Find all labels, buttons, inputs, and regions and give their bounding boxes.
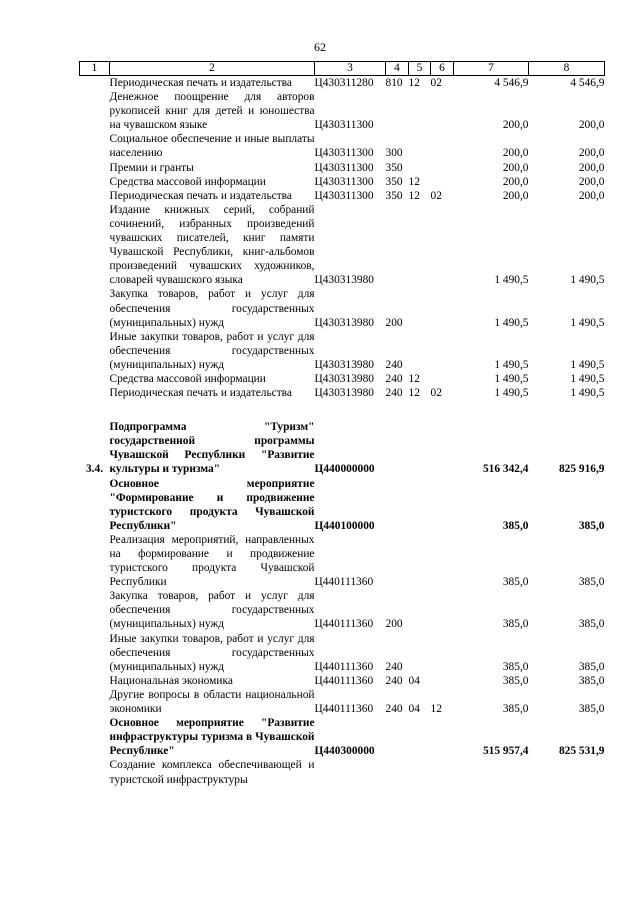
amount-col8: 200,0: [578, 189, 605, 202]
section-code: 12: [408, 372, 420, 385]
table-row: [80, 589, 605, 631]
section-code: [409, 758, 431, 786]
subsection-code: [431, 420, 454, 476]
section-number: [80, 189, 110, 203]
subsection-code: [431, 90, 454, 132]
expense-type: 810: [385, 77, 403, 89]
amount-col8: 385,0: [578, 576, 605, 589]
expense-type: 240: [385, 387, 403, 400]
row-name: Основное мероприятие "Формирование и продвижение туристского продукта Чувашской Республики": [109, 477, 315, 532]
table-row: [80, 420, 605, 476]
target-code: Ц440100000: [314, 519, 375, 532]
table-row: [80, 175, 605, 189]
amount-col7: [454, 758, 529, 786]
subsection-code: [431, 330, 454, 372]
amount-col8: 1 490,5: [570, 372, 605, 385]
subsection-code: 02: [430, 77, 442, 89]
subsection-code: [431, 132, 454, 160]
amount-col8: 825 916,9: [558, 463, 605, 476]
table-row: [80, 161, 605, 175]
subsection-code: [431, 161, 454, 175]
target-code: Ц430313980: [314, 274, 374, 287]
row-name: Закупка товаров, работ и услуг для обеспечения государственных (муниципальных) нужд: [109, 590, 315, 631]
amount-col8: [529, 758, 605, 786]
amount-col8: 200,0: [578, 175, 605, 188]
row-name: Подпрограмма "Туризм" государственной программы Чувашской Республики "Развитие культуры и туризма": [109, 421, 315, 476]
target-code: Ц430311300: [314, 119, 374, 132]
row-name: Реализация мероприятий, направленных на формирование и продвижение туристского продукта Чувашской Республики: [109, 533, 315, 589]
spacer-cell: [80, 400, 605, 420]
section-code: [409, 420, 431, 476]
section-code: [409, 90, 431, 132]
target-code: Ц440111360: [314, 660, 374, 673]
section-number: [80, 76, 110, 91]
expense-type: [386, 420, 409, 476]
amount-col8: 825 531,9: [558, 745, 605, 758]
amount-col8: 4 546,9: [570, 77, 605, 89]
subsection-code: [431, 632, 454, 674]
target-code: Ц430313980: [314, 358, 374, 371]
section-number: [80, 533, 110, 589]
section-code: [409, 477, 431, 533]
section-number: 3.4.: [85, 463, 104, 476]
expense-type: [386, 716, 409, 758]
expense-type: 240: [385, 674, 403, 687]
section-number: [80, 161, 110, 175]
table-header-row: [80, 62, 605, 76]
column-header: 8: [529, 62, 605, 76]
row-name: Периодическая печать и издательства: [109, 387, 292, 400]
row-name: Периодическая печать и издательства: [109, 189, 292, 202]
amount-col7: 1 490,5: [494, 387, 529, 400]
expense-type: 240: [385, 660, 403, 673]
budget-table: [79, 61, 605, 787]
amount-col8: 1 490,5: [570, 274, 605, 287]
amount-col8: 385,0: [578, 703, 605, 716]
target-code: Ц440000000: [314, 463, 375, 476]
amount-col7: 1 490,5: [494, 372, 529, 385]
expense-type: 240: [385, 358, 403, 371]
table-row: [80, 76, 605, 91]
target-code: Ц440111360: [314, 618, 374, 631]
amount-col7: 1 490,5: [494, 274, 529, 287]
amount-col8: 200,0: [578, 119, 605, 132]
target-code: Ц430311300: [314, 161, 374, 174]
amount-col7: 200,0: [502, 119, 529, 132]
amount-col8: 1 490,5: [570, 316, 605, 329]
table-row: [80, 758, 605, 786]
section-code: 12: [408, 175, 420, 188]
section-number: [80, 386, 110, 400]
row-name: Денежное поощрение для авторов рукописей книг для детей и юношества на чувашском языке: [109, 91, 315, 132]
target-code: Ц440111360: [314, 674, 374, 687]
table-row: [80, 632, 605, 674]
expense-type: 240: [385, 372, 403, 385]
row-name: Иные закупки товаров, работ и услуг для обеспечения государственных (муниципальных) нужд: [109, 330, 315, 371]
subsection-code: [431, 477, 454, 533]
section-code: 12: [408, 77, 420, 89]
amount-col7: 385,0: [502, 519, 529, 532]
target-code: Ц430313980: [314, 316, 374, 329]
amount-col8: 385,0: [578, 674, 605, 687]
section-code: [409, 632, 431, 674]
section-number: [80, 372, 110, 386]
section-code: [409, 589, 431, 631]
row-name: Премии и гранты: [109, 161, 194, 174]
target-code: Ц430313980: [314, 372, 374, 385]
amount-col7: 385,0: [502, 660, 529, 673]
section-code: [409, 203, 431, 288]
row-name: Средства массовой информации: [109, 372, 266, 385]
expense-type: 240: [385, 703, 403, 716]
section-code: [409, 132, 431, 160]
amount-col8: 385,0: [578, 519, 605, 532]
expense-type: 350: [385, 189, 403, 202]
table-row: [80, 477, 605, 533]
subsection-code: [431, 589, 454, 631]
amount-col7: 385,0: [502, 674, 529, 687]
row-name: Другие вопросы в области национальной экономики: [109, 688, 315, 716]
table-body: [80, 76, 605, 787]
target-code: Ц430313980: [314, 387, 374, 400]
row-spacer: [80, 400, 605, 420]
section-number: [80, 477, 110, 533]
column-header: 1: [80, 62, 110, 76]
target-code: Ц430311300: [314, 147, 374, 160]
amount-col8: 385,0: [578, 618, 605, 631]
amount-col7: 200,0: [502, 189, 529, 202]
row-name: Основное мероприятие "Развитие инфраструктуры туризма в Чувашской Республике": [109, 717, 315, 758]
section-number: [80, 632, 110, 674]
table-row: [80, 372, 605, 386]
amount-col8: 200,0: [578, 147, 605, 160]
amount-col8: 1 490,5: [570, 387, 605, 400]
subsection-code: [431, 372, 454, 386]
section-number: [80, 175, 110, 189]
table-row: [80, 674, 605, 688]
expense-type: 200: [385, 316, 403, 329]
section-code: 12: [408, 189, 420, 202]
target-code: Ц430311300: [314, 175, 374, 188]
subsection-code: 02: [430, 387, 442, 400]
expense-type: [386, 477, 409, 533]
row-name: Средства массовой информации: [109, 175, 266, 188]
amount-col7: 515 957,4: [482, 745, 529, 758]
table-row: [80, 688, 605, 716]
row-name: Национальная экономика: [109, 674, 233, 687]
section-number: [80, 716, 110, 758]
page-number: 62: [314, 40, 326, 54]
row-name: Создание комплекса обеспечивающей и туристской инфраструктуры: [109, 759, 315, 786]
section-code: [409, 330, 431, 372]
section-number: [80, 589, 110, 631]
target-code: Ц440300000: [314, 745, 375, 758]
expense-type: [386, 533, 409, 589]
table-row: [80, 386, 605, 400]
expense-type: [386, 758, 409, 786]
amount-col7: 1 490,5: [494, 316, 529, 329]
amount-col8: 385,0: [578, 660, 605, 673]
table-row: [80, 533, 605, 589]
column-header: 7: [454, 62, 529, 76]
amount-col7: 4 546,9: [494, 77, 529, 89]
amount-col7: 385,0: [502, 618, 529, 631]
subsection-code: [431, 203, 454, 288]
section-number: [80, 287, 110, 329]
table-row: [80, 287, 605, 329]
amount-col7: 385,0: [502, 576, 529, 589]
section-code: 04: [408, 674, 420, 687]
section-number: [80, 758, 110, 786]
section-code: 04: [408, 703, 420, 716]
expense-type: [386, 90, 409, 132]
row-name: Социальное обеспечение и иные выплаты населению: [109, 133, 315, 160]
amount-col7: 200,0: [502, 175, 529, 188]
subsection-code: [431, 287, 454, 329]
amount-col7: 200,0: [502, 161, 529, 174]
amount-col7: 1 490,5: [494, 358, 529, 371]
table-row: [80, 132, 605, 160]
target-code: Ц440111360: [314, 576, 374, 589]
column-header: 2: [110, 62, 315, 76]
table-row: [80, 330, 605, 372]
expense-type: [386, 203, 409, 288]
section-code: 12: [408, 387, 420, 400]
expense-type: 300: [385, 147, 403, 160]
section-number: [80, 203, 110, 288]
row-name: Закупка товаров, работ и услуг для обеспечения государственных (муниципальных) нужд: [109, 288, 315, 329]
subsection-code: 12: [430, 703, 442, 716]
subsection-code: [431, 758, 454, 786]
column-header: 4: [386, 62, 409, 76]
target-code: Ц430311300: [314, 189, 374, 202]
subsection-code: [431, 533, 454, 589]
target-code: Ц440111360: [314, 703, 374, 716]
target-code: [315, 758, 386, 786]
section-code: [409, 716, 431, 758]
column-header: 6: [431, 62, 454, 76]
subsection-code: [431, 716, 454, 758]
table-row: [80, 203, 605, 288]
expense-type: 350: [385, 175, 403, 188]
section-code: [409, 287, 431, 329]
row-name: Издание книжных серий, собраний сочинений, избранных произведений чувашских писателей, книг памяти Чувашской Республики, книг-альбомов произведений чувашских художников, словарей чувашского языка: [109, 203, 315, 287]
amount-col7: 516 342,4: [482, 463, 529, 476]
amount-col8: 200,0: [578, 161, 605, 174]
section-number: [80, 688, 110, 716]
section-number: [80, 674, 110, 688]
subsection-code: 02: [430, 189, 442, 202]
row-name: Иные закупки товаров, работ и услуг для обеспечения государственных (муниципальных) нужд: [109, 632, 315, 673]
expense-type: 200: [385, 618, 403, 631]
row-name: Периодическая печать и издательства: [109, 77, 292, 89]
table-row: [80, 716, 605, 758]
section-number: [80, 132, 110, 160]
table-row: [80, 189, 605, 203]
section-number: [80, 330, 110, 372]
amount-col7: 200,0: [502, 147, 529, 160]
subsection-code: [431, 674, 454, 688]
section-number: [80, 90, 110, 132]
column-header: 3: [315, 62, 386, 76]
amount-col7: 385,0: [502, 703, 529, 716]
column-header: 5: [409, 62, 431, 76]
table-row: [80, 90, 605, 132]
target-code: Ц430311280: [314, 77, 374, 89]
expense-type: 350: [385, 161, 403, 174]
amount-col8: 1 490,5: [570, 358, 605, 371]
section-code: [409, 533, 431, 589]
section-code: [409, 161, 431, 175]
subsection-code: [431, 175, 454, 189]
